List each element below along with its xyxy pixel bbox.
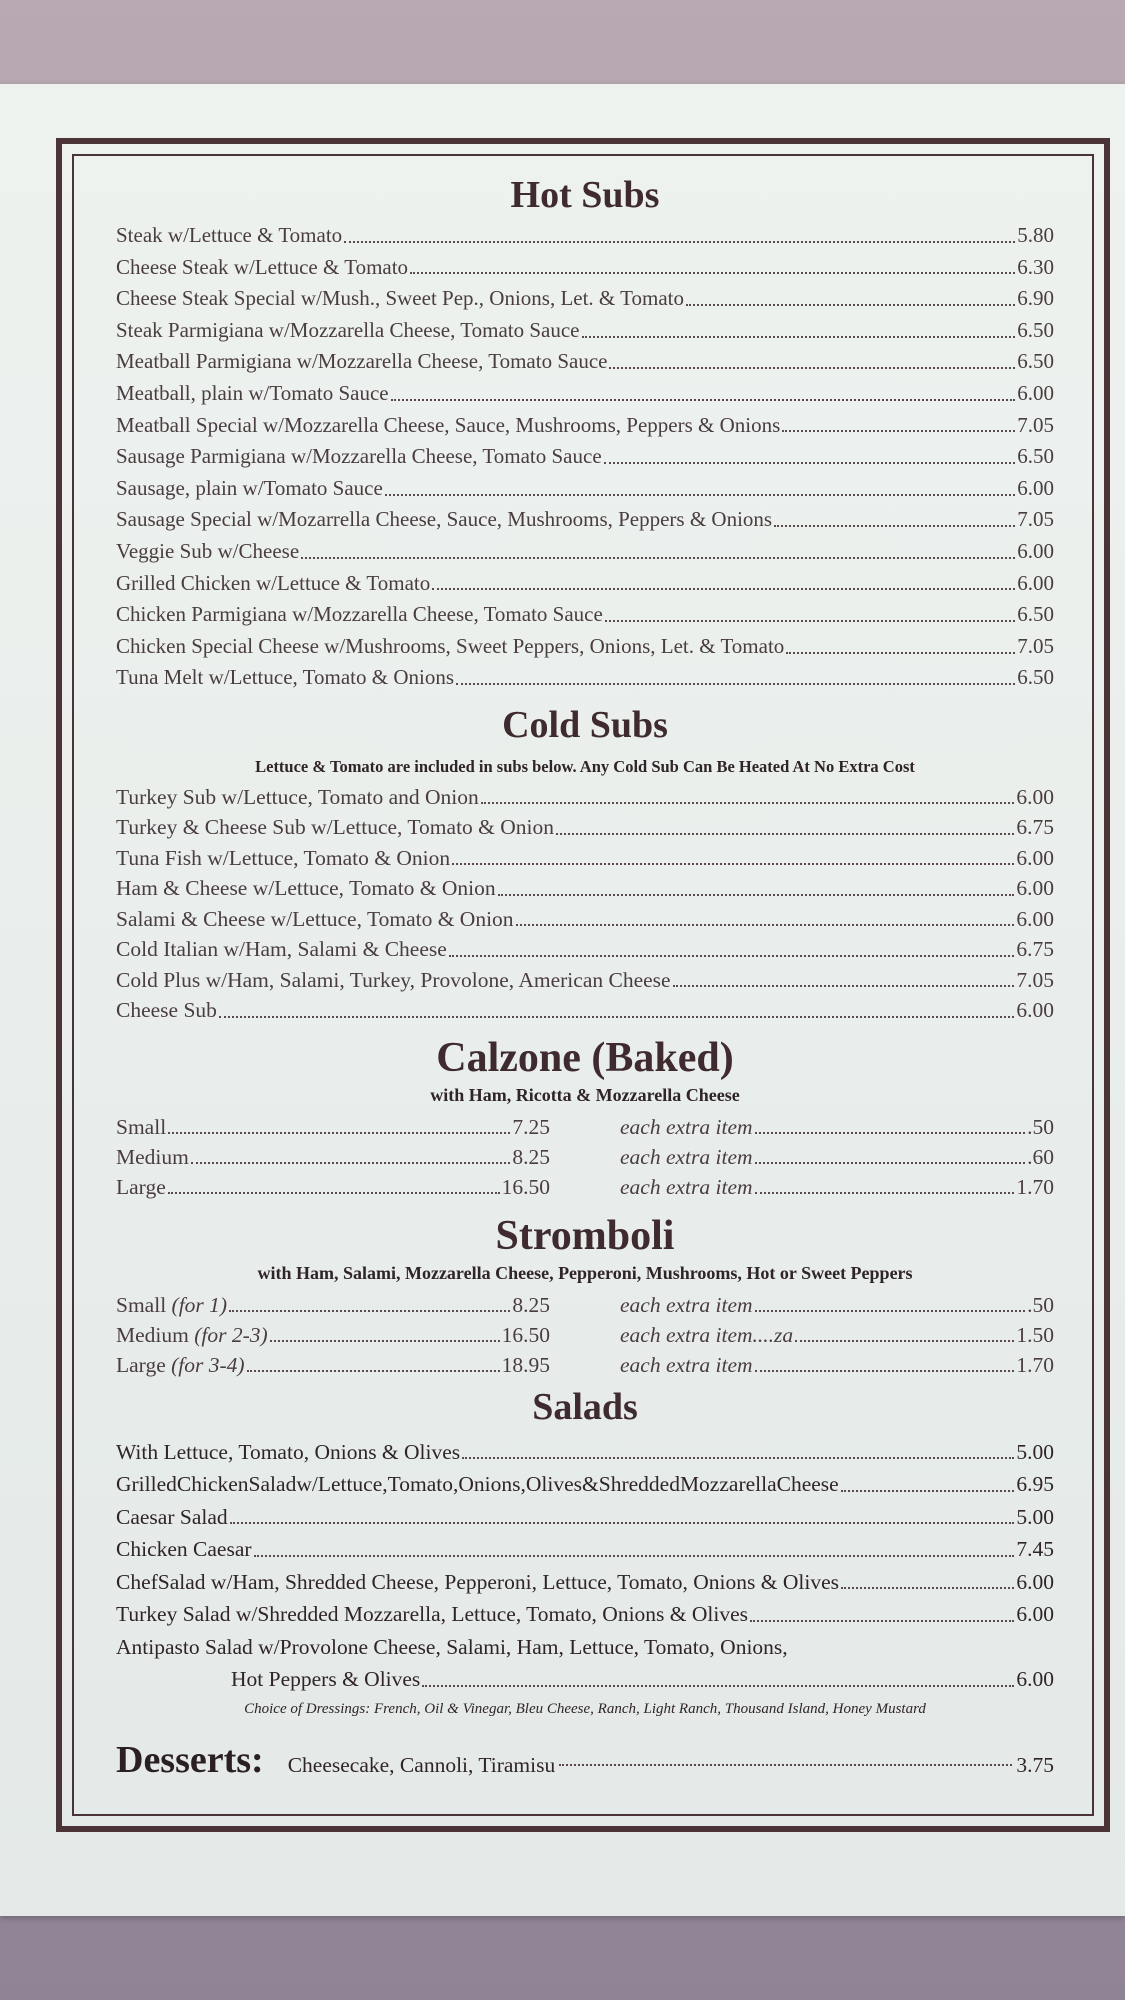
dot-leader [254, 1555, 1015, 1557]
item-name: Veggie Sub w/Cheese [116, 538, 300, 563]
item-price: 6.00 [1017, 538, 1054, 563]
salad-item [116, 1533, 1054, 1566]
dot-leader [229, 1310, 510, 1312]
extra-item-column [620, 1290, 1054, 1380]
item-price: 5.00 [1016, 1439, 1054, 1464]
cold-subs-section [116, 702, 1054, 1026]
item-name: Caesar Salad [116, 1504, 228, 1529]
dot-leader [686, 304, 1015, 306]
item-name: Grilled Chicken w/Lettuce & Tomato [116, 570, 431, 595]
item-name: Salami & Cheese w/Lettuce, Tomato & Onion [116, 906, 514, 931]
hot-sub-item [116, 631, 1054, 663]
item-name: Meatball, plain w/Tomato Sauce [116, 380, 389, 405]
item-price: 6.75 [1016, 937, 1054, 962]
item-price: 6.90 [1017, 286, 1054, 311]
item-name: Steak w/Lettuce & Tomato [116, 223, 343, 247]
hot-subs-list [116, 220, 1054, 694]
menu-content [116, 156, 1054, 1814]
dot-leader [168, 1192, 500, 1194]
cold-sub-item [116, 965, 1054, 996]
item-price: 8.25 [512, 1292, 550, 1317]
dot-leader [582, 336, 1016, 338]
item-price: 6.00 [1016, 876, 1054, 901]
item-name: each extra item [620, 1114, 753, 1139]
item-price: 16.50 [501, 1322, 550, 1347]
dot-leader [774, 525, 1015, 527]
item-price: 7.05 [1017, 412, 1054, 437]
hot-sub-item [116, 378, 1054, 410]
item-name: Cheese Steak w/Lettuce & Tomato [116, 254, 409, 279]
dot-leader [456, 683, 1015, 685]
dot-leader [516, 924, 1015, 926]
extra-item-column [620, 1112, 1054, 1202]
salad-item [116, 1501, 1054, 1534]
item-name: Cold Plus w/Ham, Salami, Turkey, Provolone, American Cheese [116, 967, 671, 992]
item-price: .50 [1027, 1292, 1054, 1317]
item-name: Tuna Fish w/Lettuce, Tomato & Onion [116, 845, 451, 870]
hot-sub-item [116, 220, 1054, 252]
size-column [116, 1112, 550, 1202]
serves-note: (for 3-4) [171, 1352, 245, 1377]
calzone-title: Calzone (Baked) [436, 1034, 734, 1081]
item-price: 6.00 [1016, 906, 1054, 931]
desserts-row [116, 1738, 1054, 1782]
item-price: 6.00 [1016, 1569, 1054, 1594]
item-name: Ham & Cheese w/Lettuce, Tomato & Onion [116, 876, 496, 901]
salad-item [116, 1566, 1054, 1599]
dot-leader [230, 1522, 1015, 1524]
stromboli-price-table [116, 1290, 1054, 1380]
stromboli-title: Stromboli [495, 1212, 675, 1259]
item-name: Medium [116, 1144, 189, 1169]
serves-note: (for 1) [171, 1292, 228, 1317]
item-name: Medium [116, 1322, 189, 1347]
hot-sub-item [116, 283, 1054, 315]
dot-leader [755, 1310, 1026, 1312]
item-price: 1.50 [1016, 1322, 1054, 1347]
size-row [116, 1320, 550, 1350]
cold-sub-item [116, 934, 1054, 965]
item-name: Chicken Caesar [116, 1537, 252, 1562]
cold-subs-title: Cold Subs [502, 703, 668, 746]
hot-sub-item [116, 568, 1054, 600]
dot-leader [344, 241, 1015, 243]
dot-leader [755, 1162, 1026, 1164]
item-price: 6.00 [1017, 475, 1054, 500]
serves-note: (for 2-3) [194, 1322, 268, 1347]
item-price: 6.00 [1016, 998, 1054, 1023]
dot-leader [755, 1192, 1015, 1194]
hot-sub-item [116, 346, 1054, 378]
item-name: Sausage Special w/Mozarrella Cheese, Sauce, Mushrooms, Peppers & Onions [116, 507, 773, 532]
dot-leader [481, 802, 1015, 804]
item-price: 1.70 [1016, 1174, 1054, 1199]
item-name: Turkey Salad w/Shredded Mozzarella, Lettuce, Tomato, Onions & Olives [116, 1602, 749, 1627]
dot-leader [673, 985, 1015, 987]
dot-leader [605, 620, 1015, 622]
dot-leader [191, 1162, 511, 1164]
item-name: Cold Italian w/Ham, Salami & Cheese [116, 937, 447, 962]
item-price: 16.50 [501, 1174, 550, 1199]
cold-sub-item [116, 873, 1054, 904]
hot-subs-title: Hot Subs [510, 174, 660, 216]
menu-inner-border [72, 154, 1094, 1816]
item-name: Tuna Melt w/Lettuce, Tomato & Onions [116, 665, 455, 690]
item-name: Sausage, plain w/Tomato Sauce [116, 475, 383, 500]
size-label [116, 1350, 245, 1380]
item-name: Chicken Special Cheese w/Mushrooms, Sweet Peppers, Onions, Let. & Tomato [116, 633, 785, 658]
antipasto-line-1 [116, 1631, 1054, 1664]
item-price: 8.25 [512, 1144, 550, 1169]
hot-sub-item [116, 252, 1054, 284]
hot-sub-item [116, 473, 1054, 505]
dressing-choices: Choice of Dressings: French, Oil & Vinegar, Bleu Cheese, Ranch, Light Ranch, Thousand Island, Honey Mustard [244, 1700, 926, 1717]
extra-item-row [620, 1112, 1054, 1142]
item-price: .50 [1027, 1114, 1054, 1139]
stromboli-subtitle: with Ham, Salami, Mozzarella Cheese, Pepperoni, Mushrooms, Hot or Sweet Peppers [257, 1262, 913, 1283]
item-price: 7.05 [1017, 507, 1054, 532]
item-name: Steak Parmigiana w/Mozzarella Cheese, Tomato Sauce [116, 317, 580, 342]
item-name: Sausage Parmigiana w/Mozzarella Cheese, Tomato Sauce [116, 444, 602, 469]
item-name: Cheese Sub [116, 998, 217, 1023]
salads-list [116, 1436, 1054, 1631]
dot-leader [449, 955, 1015, 957]
salad-item [116, 1598, 1054, 1631]
size-row [116, 1112, 550, 1142]
item-price: 6.00 [1016, 784, 1054, 809]
item-price: 7.05 [1016, 967, 1054, 992]
dot-leader [498, 894, 1015, 896]
desserts-label: Desserts: [116, 1738, 264, 1781]
dot-leader [422, 1685, 1014, 1687]
item-price: 18.95 [501, 1352, 550, 1377]
antipasto-price: 6.00 [1016, 1667, 1054, 1692]
dot-leader [556, 833, 1014, 835]
hot-sub-item [116, 662, 1054, 694]
dot-leader [559, 1764, 1012, 1766]
dot-leader [786, 652, 1015, 654]
extra-item-row [620, 1320, 1054, 1350]
dot-leader [270, 1340, 500, 1342]
item-price: 6.00 [1016, 1602, 1054, 1627]
item-price: 6.00 [1017, 380, 1054, 405]
dot-leader [841, 1587, 1014, 1589]
dot-leader [841, 1490, 1015, 1492]
hot-sub-item [116, 536, 1054, 568]
antipasto-line-2 [116, 1663, 1054, 1696]
dot-leader [604, 462, 1016, 464]
item-name: Large [116, 1352, 166, 1377]
hot-sub-item [116, 410, 1054, 442]
item-price: 7.45 [1016, 1537, 1054, 1562]
item-name: Small [116, 1114, 167, 1139]
salad-item [116, 1436, 1054, 1469]
item-name: Turkey Sub w/Lettuce, Tomato and Onion [116, 784, 479, 809]
salad-item [116, 1468, 1054, 1501]
menu-page [0, 84, 1125, 1916]
size-label [116, 1320, 268, 1350]
item-name: With Lettuce, Tomato, Onions & Olives [116, 1439, 461, 1464]
item-price: 5.00 [1016, 1504, 1054, 1529]
dot-leader [795, 1340, 1014, 1342]
antipasto-description: Antipasto Salad w/Provolone Cheese, Salami, Ham, Lettuce, Tomato, Onions, [116, 1634, 788, 1659]
extra-item-row [620, 1142, 1054, 1172]
item-price: 6.75 [1016, 815, 1054, 840]
salads-section [116, 1384, 1054, 1720]
extra-item-row [620, 1290, 1054, 1320]
item-price: .60 [1027, 1144, 1054, 1169]
calzone-section [116, 1034, 1054, 1202]
cold-sub-item [116, 782, 1054, 813]
cold-subs-list [116, 782, 1054, 1026]
calzone-price-table [116, 1112, 1054, 1202]
dot-leader [755, 1132, 1026, 1134]
dot-leader [750, 1620, 1014, 1622]
item-price: 6.50 [1017, 349, 1054, 374]
dot-leader [247, 1370, 500, 1372]
item-name: Large [116, 1174, 166, 1199]
cold-sub-item [116, 843, 1054, 874]
cold-sub-item [116, 904, 1054, 935]
size-row [116, 1142, 550, 1172]
item-name: Turkey & Cheese Sub w/Lettuce, Tomato & Onion [116, 815, 555, 840]
item-name: Small [116, 1292, 167, 1317]
menu-border [56, 138, 1110, 1832]
extra-item-row [620, 1172, 1054, 1202]
item-name: Meatball Parmigiana w/Mozzarella Cheese, Tomato Sauce [116, 349, 608, 374]
dot-leader [219, 1016, 1014, 1018]
item-name: each extra item....za [620, 1322, 794, 1347]
hot-sub-item [116, 504, 1054, 536]
item-name: each extra item [620, 1144, 753, 1169]
item-price: 6.00 [1016, 845, 1054, 870]
dot-leader [391, 399, 1016, 401]
item-name: GrilledChickenSaladw/Lettuce,Tomato,Onions,Olives&ShreddedMozzarellaCheese [116, 1472, 839, 1497]
extra-item-row [620, 1350, 1054, 1380]
size-column [116, 1290, 550, 1380]
hot-sub-item [116, 315, 1054, 347]
hot-sub-item [116, 599, 1054, 631]
cold-subs-note: Lettuce & Tomato are included in subs below. Any Cold Sub Can Be Heated At No Extra Cost [255, 756, 915, 776]
item-name: each extra item [620, 1292, 753, 1317]
dot-leader [385, 494, 1015, 496]
size-row [116, 1290, 550, 1320]
salads-title: Salads [532, 1385, 638, 1428]
dot-leader [462, 1457, 1014, 1459]
item-price: 6.50 [1017, 444, 1054, 469]
item-name: each extra item [620, 1174, 753, 1199]
item-name: each extra item [620, 1352, 753, 1377]
size-label [116, 1290, 227, 1320]
size-row [116, 1350, 550, 1380]
item-price: 7.25 [512, 1114, 550, 1139]
item-name: ChefSalad w/Ham, Shredded Cheese, Pepperoni, Lettuce, Tomato, Onions & Olives [116, 1569, 839, 1594]
cold-sub-item [116, 812, 1054, 843]
calzone-subtitle: with Ham, Ricotta & Mozzarella Cheese [430, 1084, 740, 1105]
dot-leader [755, 1370, 1015, 1372]
item-price: 1.70 [1016, 1352, 1054, 1377]
desserts-items: Cheesecake, Cannoli, Tiramisu [287, 1752, 556, 1777]
item-price: 6.00 [1017, 570, 1054, 595]
hot-subs-section [116, 172, 1054, 694]
size-row [116, 1172, 550, 1202]
dot-leader [168, 1132, 510, 1134]
item-name: Cheese Steak Special w/Mush., Sweet Pep., Onions, Let. & Tomato [116, 286, 684, 311]
stromboli-section [116, 1212, 1054, 1380]
dot-leader [301, 557, 1015, 559]
item-name: Meatball Special w/Mozzarella Cheese, Sauce, Mushrooms, Peppers & Onions [116, 412, 781, 437]
dot-leader [432, 588, 1015, 590]
item-price: 6.50 [1017, 317, 1054, 342]
dot-leader [609, 367, 1015, 369]
antipasto-description-continued: Hot Peppers & Olives [231, 1667, 421, 1692]
item-price: 5.80 [1017, 223, 1054, 247]
item-name: Chicken Parmigiana w/Mozzarella Cheese, Tomato Sauce [116, 602, 603, 627]
item-price: 7.05 [1017, 633, 1054, 658]
item-price: 6.50 [1017, 665, 1054, 690]
cold-sub-item [116, 995, 1054, 1026]
item-price: 6.30 [1017, 254, 1054, 279]
hot-sub-item [116, 441, 1054, 473]
dot-leader [452, 863, 1014, 865]
dot-leader [782, 430, 1015, 432]
dot-leader [410, 272, 1015, 274]
item-price: 6.95 [1016, 1472, 1054, 1497]
item-price: 6.50 [1017, 602, 1054, 627]
desserts-price: 3.75 [1016, 1752, 1054, 1777]
